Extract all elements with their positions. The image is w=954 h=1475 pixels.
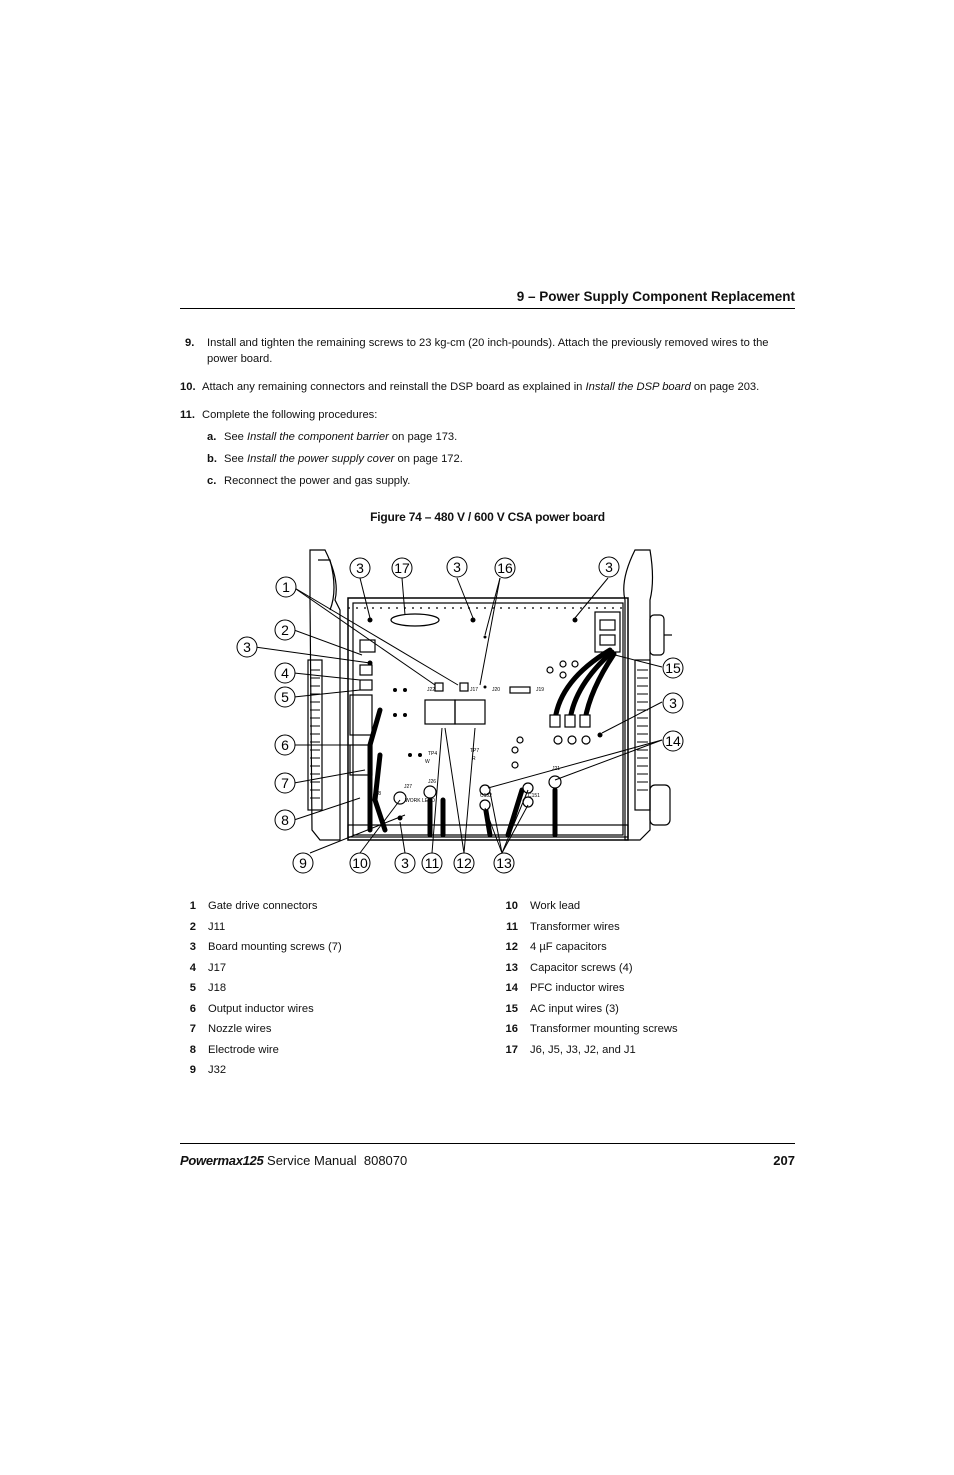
svg-text:3: 3 xyxy=(453,559,461,575)
legend-item xyxy=(180,921,225,933)
legend-label: 4 µF capacitors xyxy=(530,941,607,953)
board-label: J19 xyxy=(536,687,545,693)
substep-post: on page 172. xyxy=(394,453,463,465)
board-label: J20 xyxy=(492,687,501,693)
board-label: TP7 xyxy=(470,748,480,754)
svg-text:3: 3 xyxy=(356,560,364,576)
document-info: Service Manual 808070 xyxy=(263,1153,408,1168)
board-label: C152 xyxy=(480,793,492,799)
legend-number: 8 xyxy=(189,1044,196,1056)
legend-label: Transformer mounting screws xyxy=(530,1023,678,1035)
legend-number: 3 xyxy=(189,941,196,953)
callout-8 xyxy=(275,810,295,830)
substep-text xyxy=(224,429,457,445)
svg-text:3: 3 xyxy=(401,855,409,871)
legend-number: 4 xyxy=(189,962,196,974)
header-rule xyxy=(180,308,795,309)
legend-item xyxy=(180,982,226,994)
legend-label: J6, J5, J3, J2, and J1 xyxy=(530,1044,636,1056)
legend-item xyxy=(180,1003,314,1015)
svg-text:3: 3 xyxy=(605,559,613,575)
substep-number: b. xyxy=(207,453,217,465)
page-footer xyxy=(180,1153,795,1168)
legend-item xyxy=(498,1044,636,1056)
legend-number: 16 xyxy=(505,1023,518,1035)
svg-text:15: 15 xyxy=(665,660,681,676)
board-label: WORK LEAD xyxy=(405,798,436,804)
legend-number: 14 xyxy=(505,982,518,994)
svg-text:16: 16 xyxy=(497,560,513,576)
board-label: J22 xyxy=(427,687,436,693)
legend-number: 17 xyxy=(505,1044,518,1056)
callout-1 xyxy=(276,577,296,597)
svg-text:10: 10 xyxy=(352,855,368,871)
callout-3c xyxy=(350,558,370,578)
svg-text:1: 1 xyxy=(282,579,290,595)
substep-pre: See xyxy=(224,453,248,465)
callout-5 xyxy=(275,687,295,707)
step-text xyxy=(207,335,797,367)
legend-item xyxy=(180,1023,271,1035)
legend-item xyxy=(180,1044,279,1056)
callout-3d xyxy=(447,557,467,577)
step-text: Complete the following procedures: xyxy=(202,409,378,421)
callout-7 xyxy=(275,773,295,793)
substep-number: c. xyxy=(207,475,217,487)
page-number: 207 xyxy=(773,1153,795,1168)
svg-text:13: 13 xyxy=(496,855,512,871)
legend-number: 10 xyxy=(505,900,518,912)
callout-16 xyxy=(495,558,515,578)
legend-item xyxy=(180,962,226,974)
svg-text:14: 14 xyxy=(665,733,681,749)
step-number: 10. xyxy=(180,381,196,393)
step-text xyxy=(202,379,759,395)
board-label: TP4 xyxy=(428,751,438,757)
svg-text:5: 5 xyxy=(281,689,289,705)
legend-number: 13 xyxy=(505,962,518,974)
board-label: J26 xyxy=(428,779,437,785)
legend-item xyxy=(498,962,633,974)
callout-3b xyxy=(395,853,415,873)
legend-number: 2 xyxy=(189,921,196,933)
callout-11 xyxy=(422,853,442,873)
callout-13 xyxy=(494,853,514,873)
callout-2 xyxy=(275,620,295,640)
callout-6 xyxy=(275,735,295,755)
legend-label: Work lead xyxy=(530,900,581,912)
callout-4 xyxy=(275,663,295,683)
substep-number: a. xyxy=(207,431,217,443)
legend-item xyxy=(498,941,607,953)
legend-number: 6 xyxy=(189,1003,196,1015)
legend-item xyxy=(180,900,317,912)
legend-number: 12 xyxy=(505,941,518,953)
legend-label: J11 xyxy=(208,921,226,933)
legend-label: J18 xyxy=(208,982,227,994)
svg-text:11: 11 xyxy=(424,855,440,871)
step-text-line1: Install and tighten the remaining screws to 23 kg-cm (20 inch-pounds). Attach the previously removed wires to the xyxy=(207,337,769,349)
section-header: 9 – Power Supply Component Replacement xyxy=(516,289,795,304)
substep-post: on page 173. xyxy=(388,431,458,443)
step-number: 9. xyxy=(185,337,195,349)
step-text-pre: Attach any remaining connectors and reinstall the DSP board as explained in xyxy=(202,381,586,393)
legend-label: Nozzle wires xyxy=(208,1023,272,1035)
legend-item xyxy=(498,1023,678,1035)
svg-text:6: 6 xyxy=(281,737,289,753)
legend-label: J32 xyxy=(208,1064,227,1076)
board-label: W xyxy=(425,759,430,765)
legend-label: AC input wires (3) xyxy=(530,1003,619,1015)
board-label: J27 xyxy=(404,784,413,790)
legend-label: J17 xyxy=(208,962,227,974)
board-label: J17 xyxy=(470,687,479,693)
callout-12 xyxy=(454,853,474,873)
svg-text:3: 3 xyxy=(243,639,251,655)
substep-text xyxy=(224,451,463,467)
legend-label: Gate drive connectors xyxy=(208,900,318,912)
legend-label: Board mounting screws (7) xyxy=(208,941,342,953)
callout-3e xyxy=(599,557,619,577)
svg-text:9: 9 xyxy=(299,855,307,871)
callout-14 xyxy=(663,731,683,751)
substep-pre: See xyxy=(224,431,248,443)
step-number: 11. xyxy=(180,409,195,421)
legend-number: 11 xyxy=(506,921,518,933)
legend-label: Transformer wires xyxy=(530,921,620,933)
legend-item xyxy=(498,900,580,912)
svg-text:8: 8 xyxy=(281,812,289,828)
callout-3f xyxy=(663,693,683,713)
legend-item xyxy=(498,921,620,933)
board-label: J21 xyxy=(552,766,561,772)
svg-text:17: 17 xyxy=(394,560,410,576)
legend-label: Capacitor screws (4) xyxy=(530,962,633,974)
product-name: Powermax125 xyxy=(180,1153,264,1168)
board-label: R xyxy=(472,756,476,762)
legend-item xyxy=(180,941,342,953)
power-board-figure xyxy=(230,540,700,880)
callout-17 xyxy=(392,558,412,578)
svg-text:12: 12 xyxy=(456,855,472,871)
legend-number: 9 xyxy=(189,1064,196,1076)
callout-3 xyxy=(237,637,257,657)
legend-number: 15 xyxy=(505,1003,518,1015)
legend-number: 1 xyxy=(189,900,196,912)
board-label: J28 xyxy=(373,791,382,797)
svg-text:2: 2 xyxy=(281,622,289,638)
callout-9 xyxy=(293,853,313,873)
svg-text:7: 7 xyxy=(281,775,289,791)
legend-item xyxy=(498,1003,619,1015)
callout-15 xyxy=(663,658,683,678)
svg-text:4: 4 xyxy=(281,665,289,681)
step-text-post: on page 203. xyxy=(690,381,760,393)
cross-reference-link[interactable]: Install the component barrier xyxy=(247,431,389,443)
figure-caption: Figure 74 – 480 V / 600 V CSA power board xyxy=(370,510,605,524)
board-label: C151 xyxy=(528,793,540,799)
legend-number: 7 xyxy=(189,1023,196,1035)
footer-rule xyxy=(180,1143,795,1144)
step-text-line2: power board. xyxy=(207,353,273,365)
callout-10 xyxy=(350,853,370,873)
legend-item xyxy=(498,982,625,994)
cross-reference-link[interactable]: Install the DSP board xyxy=(585,381,691,393)
substep-text: Reconnect the power and gas supply. xyxy=(224,475,411,487)
svg-text:3: 3 xyxy=(669,695,677,711)
legend-number: 5 xyxy=(189,982,196,994)
legend-label: Output inductor wires xyxy=(208,1003,314,1015)
legend-label: Electrode wire xyxy=(208,1044,279,1056)
cross-reference-link[interactable]: Install the power supply cover xyxy=(247,453,395,465)
legend-label: PFC inductor wires xyxy=(530,982,625,994)
legend-item xyxy=(180,1064,226,1076)
